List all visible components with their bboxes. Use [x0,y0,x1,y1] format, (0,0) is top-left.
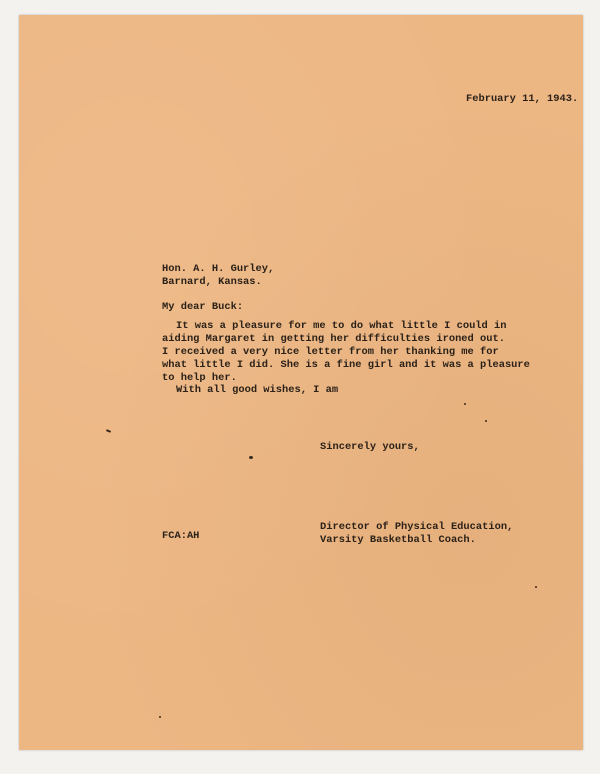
recipient-location: Barnard, Kansas. [162,276,262,288]
paper-speck [159,716,161,718]
body-line: to help her. [162,372,237,384]
letter-paper [19,15,583,750]
signature-title: Varsity Basketball Coach. [320,534,476,546]
paper-speck [485,420,487,422]
paper-speck [535,586,537,588]
recipient-name: Hon. A. H. Gurley, [162,263,275,275]
salutation: My dear Buck: [162,301,244,313]
paper-speck [249,456,253,459]
body-line: I received a very nice letter from her thanking me for [162,346,499,358]
paper-speck [464,403,466,405]
body-line: It was a pleasure for me to do what little I could in [176,320,507,332]
letter-date: February 11, 1943. [466,93,579,105]
complimentary-close: Sincerely yours, [320,441,420,453]
reference-initials: FCA:AH [162,530,200,542]
body-line: aiding Margaret in getting her difficulties ironed out. [162,333,505,345]
paper-speck [106,429,111,433]
body-line: what little I did. She is a fine girl and it was a pleasure [162,359,530,371]
closing-wishes: With all good wishes, I am [176,384,339,396]
signature-title: Director of Physical Education, [320,521,514,533]
